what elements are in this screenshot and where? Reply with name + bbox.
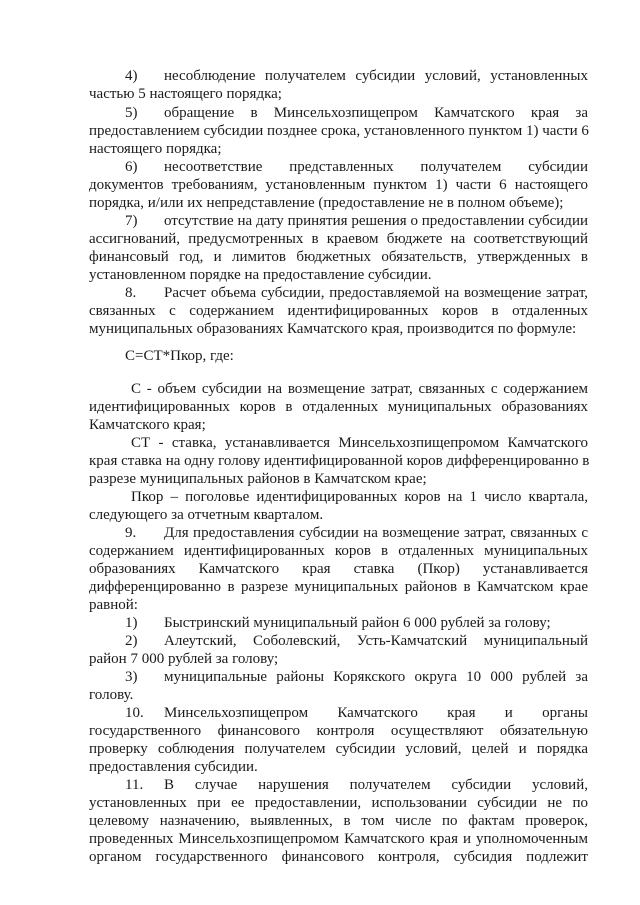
text-line: равной: [89, 597, 138, 613]
text-line: Алеутский, Соболевский, Усть-Камчатский муниципальный [164, 633, 588, 649]
text-line: Быстринский муниципальный район 6 000 рублей за голову; [164, 615, 551, 631]
text-line: дифференцированно в разрезе муниципальных районов в Камчатском крае [89, 579, 588, 595]
text-line: образованиях Камчатского края ставка (Пкор) устанавливается [89, 561, 588, 577]
formula: С=СТ*Пкор, где: [125, 348, 234, 364]
text-line: Для предоставления субсидии на возмещение затрат, связанных с [164, 525, 588, 541]
text-line: отсутствие на дату принятия решения о предоставлении субсидии [164, 213, 588, 229]
text-line: органом государственного финансового контроля, субсидия подлежит [89, 849, 588, 865]
item-number: 11. [125, 777, 144, 793]
text-line: Минсельхозпищепром Камчатского края и органы [164, 705, 588, 721]
definition-line: следующего за отчетным кварталом. [89, 507, 324, 523]
text-line: целевому назначению, выявленных, в том числе по фактам проверок, [89, 813, 588, 829]
text-line: Расчет объема субсидии, предоставляемой на возмещение затрат, [164, 285, 588, 301]
text-line: установленном порядке на предоставление субсидии. [89, 267, 432, 283]
item-number: 4) [125, 68, 138, 84]
item-number: 6) [125, 159, 138, 175]
text-line: голову. [89, 687, 134, 703]
item-number: 1) [125, 615, 138, 631]
item-number: 5) [125, 105, 138, 121]
definition-line: Камчатского края; [89, 417, 206, 433]
text-line: финансовый год, и лимитов бюджетных обязательств, утвержденных в [89, 249, 588, 265]
text-line: обращение в Минсельхозпищепром Камчатского края за [164, 105, 588, 121]
text-line: муниципальных образованиях Камчатского края, производится по формуле: [89, 321, 577, 337]
definition-line: СТ - ставка, устанавливается Минсельхозпищепромом Камчатского [131, 435, 588, 451]
item-number: 7) [125, 213, 138, 229]
text-line: проверку соблюдения получателем субсидии условий, целей и порядка [89, 741, 588, 757]
text-line: государственного финансового контроля осуществляют обязательную [89, 723, 588, 739]
text-line: частью 5 настоящего порядка; [89, 86, 282, 102]
text-line: предоставления субсидии. [89, 759, 258, 775]
text-line: муниципальные районы Корякского округа 10 000 рублей за [164, 669, 588, 685]
text-line: предоставлением субсидии позднее срока, установленного пунктом 1) части 6 [89, 123, 589, 139]
item-number: 9. [125, 525, 137, 541]
item-number: 2) [125, 633, 138, 649]
definition-line: Пкор – поголовье идентифицированных коров на 1 число квартала, [131, 489, 588, 505]
text-line: проведенных Минсельхозпищепромом Камчатского края и уполномоченным [89, 831, 588, 847]
text-line: район 7 000 рублей за голову; [89, 651, 279, 667]
definition-line: идентифицированных коров в отдаленных муниципальных образованиях [89, 399, 588, 415]
definition-line: С - объем субсидии на возмещение затрат, связанных с содержанием [131, 381, 588, 397]
item-number: 3) [125, 669, 138, 685]
item-number: 10. [125, 705, 144, 721]
definition-line: разрезе муниципальных районов в Камчатском крае; [89, 471, 427, 487]
text-line: ассигнований, предусмотренных в краевом бюджете на соответствующий [89, 231, 588, 247]
item-number: 8. [125, 285, 137, 301]
text-line: содержанием идентифицированных коров в отдаленных муниципальных [89, 543, 588, 559]
definition-line: края ставка на одну голову идентифицированной коров дифференцированно в [89, 453, 590, 469]
text-line: В случае нарушения получателем субсидии условий, [164, 777, 588, 793]
text-line: настоящего порядка; [89, 141, 222, 157]
text-line: несоответствие представленных получателем субсидии [164, 159, 588, 175]
text-line: документов требованиям, установленным пунктом 1) части 6 настоящего [89, 177, 588, 193]
text-line: установленных при ее предоставлении, использовании субсидии не по [89, 795, 588, 811]
text-line: несоблюдение получателем субсидии условий, установленных [164, 68, 588, 84]
text-line: связанных с содержанием идентифицированных коров в отдаленных [89, 303, 588, 319]
text-line: порядка, и/или их непредставление (предоставление не в полном объеме); [89, 195, 564, 211]
